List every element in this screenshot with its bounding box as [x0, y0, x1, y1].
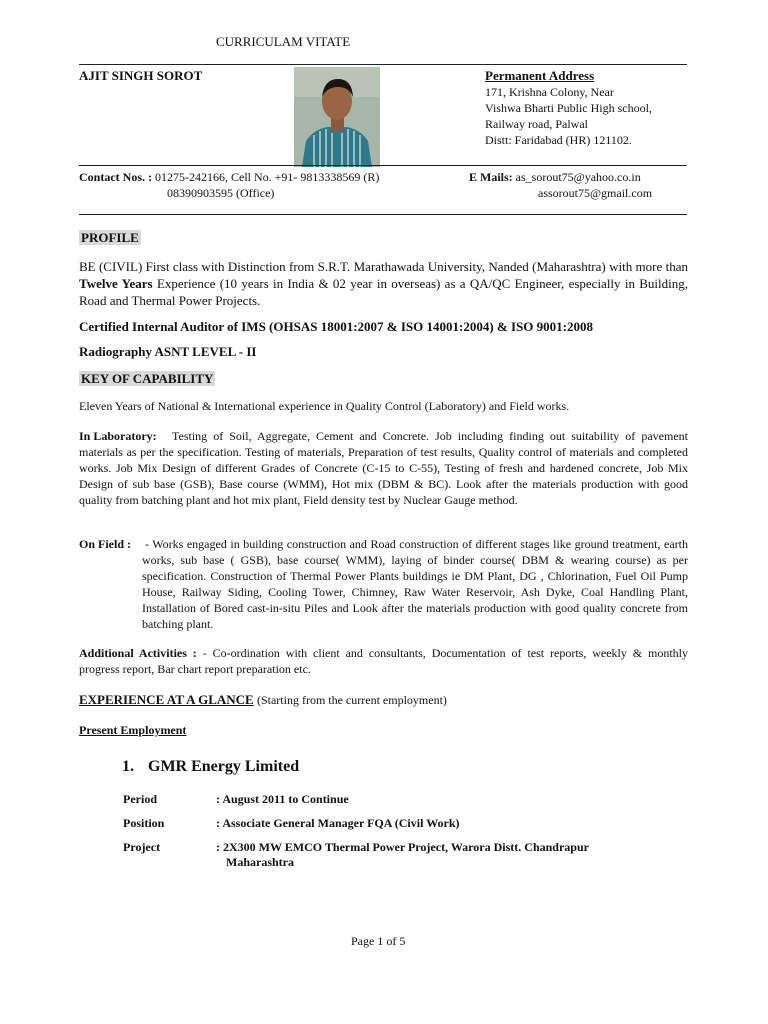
- email-label: E Mails:: [469, 170, 513, 184]
- experience-heading: EXPERIENCE AT A GLANCE: [79, 692, 254, 707]
- page-number: Page 1 of 5: [351, 934, 406, 948]
- lab-text: Testing of Soil, Aggregate, Cement and Concrete. Job including finding out suitability of pavement materials as per the specification. Testing of materials, Preparation of test results, Quality control of materials and completed works. Job Mix Design of different Grades of Concrete (C-15 to C-55), Testing of fresh and hardened concrete, Job Mix Design of sub base (GSB), Base course (WMM), Hot mix (DBM & BC). Look after the materials production with good quality from batching plant and hot mix plant, Field density test by Nuclear Gauge method.: [79, 429, 688, 507]
- address-line: Vishwa Bharti Public High school,: [485, 101, 652, 115]
- profile-summary: [79, 258, 688, 309]
- radiography-level: Radiography ASNT LEVEL - II: [79, 344, 257, 359]
- experience-note: (Starting from the current employment): [256, 693, 447, 707]
- position-value: : Associate General Manager FQA (Civil Work): [216, 816, 460, 830]
- position-label: Position: [123, 816, 165, 830]
- project-value-continued: Maharashtra: [226, 855, 294, 869]
- additional-label: Additional Activities :: [79, 646, 197, 660]
- divider: [79, 64, 687, 65]
- profile-highlight: Twelve Years: [79, 276, 153, 291]
- address-heading: Permanent Address: [485, 68, 595, 83]
- divider: [79, 214, 687, 215]
- divider: [79, 165, 687, 166]
- address-line: Distt: Faridabad (HR) 121102.: [485, 133, 632, 147]
- profile-photo: [294, 67, 380, 167]
- address-line: 171, Krishna Colony, Near: [485, 85, 614, 99]
- document-title: CURRICULAM VITATE: [216, 34, 351, 49]
- company-number: 1.: [122, 758, 134, 775]
- profile-text: BE (CIVIL) First class with Distinction from S.R.T. Marathawada University, Nanded (Maharashtra) with more than: [79, 259, 688, 274]
- office-phone: 08390903595 (Office): [167, 186, 275, 200]
- project-value: : 2X300 MW EMCO Thermal Power Project, Warora Distt. Chandrapur: [216, 840, 589, 854]
- period-value: : August 2011 to Continue: [216, 792, 349, 806]
- field-description: [142, 536, 688, 632]
- capability-heading: KEY OF CAPABILITY: [81, 371, 214, 386]
- phone-numbers: 01275-242166, Cell No. +91- 9813338569 (R): [155, 170, 380, 184]
- profile-heading: PROFILE: [81, 230, 139, 245]
- additional-activities: [79, 645, 688, 677]
- company-name: GMR Energy Limited: [148, 758, 300, 775]
- lab-label: In Laboratory:: [79, 429, 157, 443]
- field-label: On Field :: [79, 537, 132, 551]
- present-employment-heading: Present Employment: [79, 723, 187, 737]
- profile-text: Experience (10 years in India & 02 year in overseas) as a QA/QC Engineer, especially in Building, Road and Thermal Power Projects.: [79, 276, 689, 308]
- email-primary[interactable]: as_sorout75@yahoo.co.in: [515, 170, 641, 184]
- address-line: Railway road, Palwal: [485, 117, 588, 131]
- period-label: Period: [123, 792, 157, 806]
- certification: Certified Internal Auditor of IMS (OHSAS 18001:2007 & ISO 14001:2004) & ISO 9001:2008: [79, 319, 593, 334]
- email-secondary[interactable]: assorout75@gmail.com: [538, 186, 653, 200]
- field-text: - Works engaged in building construction and Road construction of different stages like ground treatment, earth works, sub base ( GSB), base course( WMM), laying of binder course( DBM & wearing course) as per specification. Construction of Thermal Power Plants buildings ie DM Plant, DG , Chlorination, Fuel Oil Pump House, Railway Siding, Cooling Tower, Chimney, Raw Water Reservoir, Ash Dyke, Coal Handling Plant, Installation of Bored cast-in-situ Piles and Look after the materials production with good quality concrete from batching plant.: [142, 537, 688, 631]
- contact-label: Contact Nos. :: [79, 170, 152, 184]
- additional-text: - Co-ordination with client and consultants, Documentation of test reports, weekly & monthly progress report, Bar chart report preparation etc.: [79, 646, 688, 676]
- candidate-name: AJIT SINGH SOROT: [79, 68, 203, 83]
- lab-description: [79, 428, 688, 508]
- capability-intro: Eleven Years of National & International experience in Quality Control (Laboratory) and Field works.: [79, 399, 570, 413]
- project-label: Project: [123, 840, 161, 854]
